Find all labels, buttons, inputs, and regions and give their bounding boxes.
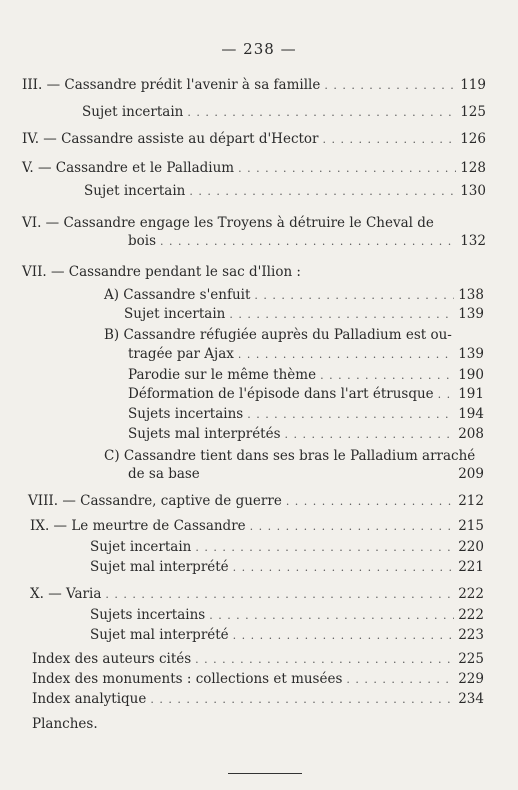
entry-page: 138	[458, 287, 484, 303]
leader-dots	[286, 495, 454, 508]
toc-entry	[128, 233, 486, 249]
entry-title: Sujets incertains	[90, 607, 206, 623]
toc-entry	[32, 691, 484, 707]
toc-entry	[128, 367, 484, 383]
toc-entry	[22, 160, 486, 176]
leader-dots	[105, 588, 454, 601]
leader-dots	[189, 185, 456, 198]
toc-entry	[124, 306, 484, 322]
toc-entry	[32, 671, 484, 687]
toc-entry	[104, 287, 484, 303]
leader-dots	[324, 79, 456, 92]
entry-title: VII. — Cassandre pendant le sac d'Ilion :	[22, 264, 301, 280]
toc-entry	[84, 183, 486, 199]
entry-page: 119	[460, 77, 486, 93]
entry-title: III. — Cassandre prédit l'avenir à sa famille	[22, 77, 321, 93]
leader-dots	[233, 561, 455, 574]
toc-entry	[82, 104, 486, 120]
entry-title: Sujet incertain	[82, 104, 184, 120]
entry-title: V. — Cassandre et le Palladium	[22, 160, 235, 176]
entry-page: 212	[458, 493, 484, 509]
entry-title: IV. — Cassandre assiste au départ d'Hector	[22, 131, 319, 147]
leader-dots	[238, 162, 456, 175]
leader-dots	[150, 693, 454, 706]
closing-rule	[228, 773, 302, 774]
entry-title: Planches.	[32, 716, 98, 732]
leader-dots	[247, 408, 454, 421]
toc-entry	[30, 586, 484, 602]
entry-page: 221	[458, 559, 484, 575]
entry-title: Sujet mal interprété	[90, 559, 229, 575]
toc-entry	[128, 426, 484, 442]
entry-title: IX. — Le meurtre de Cassandre	[30, 518, 246, 534]
entry-title: A) Cassandre s'enfuit	[104, 287, 251, 303]
entry-page: 222	[458, 607, 484, 623]
entry-title: Index analytique	[32, 691, 147, 707]
leader-dots	[209, 609, 454, 622]
toc-entry	[90, 627, 484, 643]
entry-page: 223	[458, 627, 484, 643]
entry-title: Sujet incertain	[84, 183, 186, 199]
leader-dots	[195, 541, 454, 554]
leader-dots	[160, 235, 456, 248]
toc-entry	[32, 651, 484, 667]
entry-title: C) Cassandre tient dans ses bras le Palladium arraché	[104, 448, 476, 464]
leader-dots	[195, 653, 454, 666]
entry-page: 209	[458, 466, 484, 482]
toc-entry	[28, 493, 484, 509]
entry-title: B) Cassandre réfugiée auprès du Palladium est ou-	[104, 327, 452, 343]
leader-dots	[238, 348, 454, 361]
entry-title: VI. — Cassandre engage les Troyens à détruire le Cheval de	[22, 215, 434, 231]
entry-page: 229	[458, 671, 484, 687]
entry-page: 126	[460, 131, 486, 147]
toc-entry	[22, 131, 486, 147]
entry-title: Déformation de l'épisode dans l'art étrusque	[128, 386, 434, 402]
entry-page: 194	[458, 406, 484, 422]
entry-page: 132	[460, 233, 486, 249]
entry-title: Sujets mal interprétés	[128, 426, 281, 442]
entry-page: 225	[458, 651, 484, 667]
entry-page: 220	[458, 539, 484, 555]
page-number: — 238 —	[221, 40, 297, 58]
toc-entry	[90, 607, 484, 623]
toc-entry	[90, 539, 484, 555]
entry-page: 234	[458, 691, 484, 707]
leader-dots	[187, 106, 456, 119]
entry-title: X. — Varia	[30, 586, 102, 602]
entry-title: VIII. — Cassandre, captive de guerre	[28, 493, 282, 509]
toc-entry	[128, 346, 484, 362]
entry-page: 130	[460, 183, 486, 199]
leader-dots	[229, 308, 454, 321]
entry-page: 191	[458, 386, 484, 402]
leader-dots	[323, 133, 457, 146]
entry-title: Sujets incertains	[128, 406, 244, 422]
entry-title: Index des auteurs cités	[32, 651, 192, 667]
entry-page: 222	[458, 586, 484, 602]
entry-page: 190	[458, 367, 484, 383]
entry-title: Sujet incertain	[124, 306, 226, 322]
leader-dots	[346, 673, 454, 686]
toc-entry	[128, 406, 484, 422]
leader-dots	[254, 289, 454, 302]
entry-title: Sujet mal interprété	[90, 627, 229, 643]
entry-title: Index des monuments : collections et musées	[32, 671, 343, 687]
leader-dots	[233, 629, 455, 642]
entry-page: 128	[460, 160, 486, 176]
entry-page: 125	[460, 104, 486, 120]
entry-title: de sa base	[128, 466, 200, 482]
leader-dots	[285, 428, 455, 441]
toc-entry	[128, 386, 484, 402]
entry-page: 208	[458, 426, 484, 442]
leader-dots	[250, 520, 455, 533]
entry-title: bois	[128, 233, 157, 249]
entry-title: Parodie sur le même thème	[128, 367, 317, 383]
leader-dots	[438, 388, 455, 401]
entry-page: 139	[458, 346, 484, 362]
toc-entry	[22, 77, 486, 93]
entry-page: 215	[458, 518, 484, 534]
entry-title: tragée par Ajax	[128, 346, 234, 362]
entry-page: 139	[458, 306, 484, 322]
toc-entry	[90, 559, 484, 575]
leader-dots	[320, 369, 454, 382]
toc-entry	[128, 466, 484, 482]
entry-title: Sujet incertain	[90, 539, 192, 555]
toc-entry	[30, 518, 484, 534]
